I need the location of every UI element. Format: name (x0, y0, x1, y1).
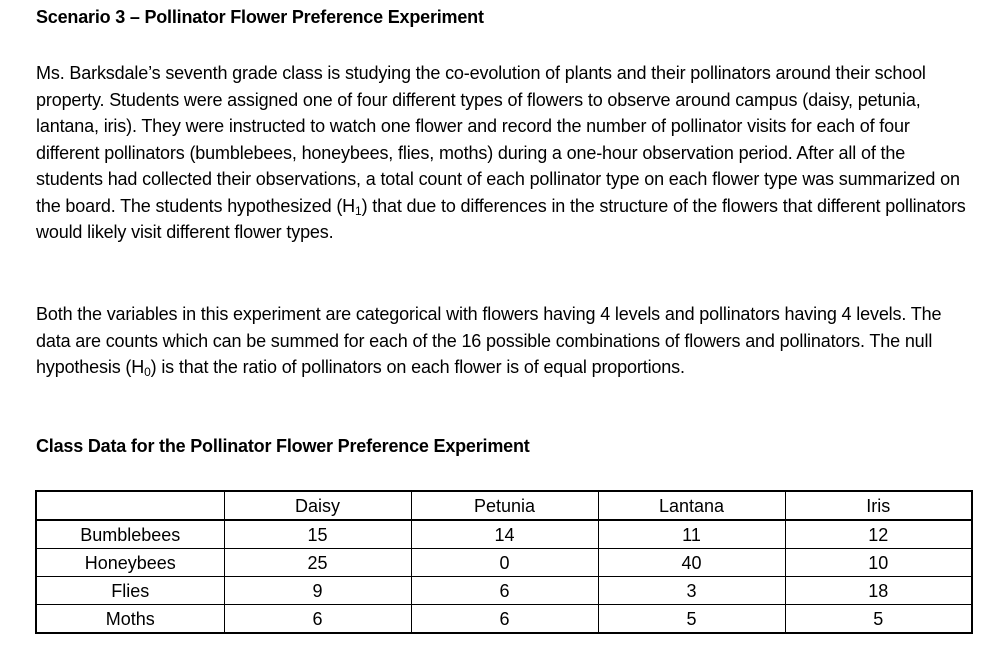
table-cell: 12 (785, 520, 972, 549)
table-cell: 40 (598, 549, 785, 577)
pollinator-data-table (35, 490, 973, 634)
table-cell: 5 (785, 605, 972, 634)
paragraph1-text-a: Ms. Barksdale’s seventh grade class is studying the co-evolution of plants and their pollinators around their school property. Students were assigned one of four different types of flowers to observe around campus (daisy, petunia, lantana, iris). They were instructed to watch one flower and record the number of pollinator visits for each of four different pollinators (bumblebees, honeybees, flies, moths) during a one-hour observation period. After all of the students had collected their observations, a total count of each pollinator type on each flower type was summarized on the board. The students hypothesized (H (36, 63, 960, 216)
table-cell: 15 (224, 520, 411, 549)
header-corner-cell (36, 491, 224, 520)
paragraph-null-hypothesis (36, 301, 971, 381)
table-cell: 6 (411, 577, 598, 605)
table-title: Class Data for the Pollinator Flower Preference Experiment (36, 436, 530, 456)
table-row-flies (36, 577, 972, 605)
table-header-row (36, 491, 972, 520)
header-iris: Iris (785, 491, 972, 520)
table-cell: 6 (224, 605, 411, 634)
table-row-bumblebees (36, 520, 972, 549)
table-cell: 5 (598, 605, 785, 634)
header-lantana: Lantana (598, 491, 785, 520)
header-daisy: Daisy (224, 491, 411, 520)
table-row-moths (36, 605, 972, 634)
paragraph1-text-b: ) that due to differences in the structure of the flowers that different pollinators would likely visit different flower types. (36, 195, 966, 242)
h0-subscript: 0 (144, 365, 151, 379)
table-cell: 0 (411, 549, 598, 577)
row-label: Honeybees (36, 549, 224, 577)
row-label: Bumblebees (36, 520, 224, 549)
paragraph-description (36, 60, 971, 246)
row-label: Moths (36, 605, 224, 634)
header-petunia: Petunia (411, 491, 598, 520)
table-cell: 11 (598, 520, 785, 549)
paragraph2-text-b: ) is that the ratio of pollinators on each flower is of equal proportions. (150, 357, 685, 377)
table-cell: 25 (224, 549, 411, 577)
table-cell: 18 (785, 577, 972, 605)
table-cell: 10 (785, 549, 972, 577)
table-cell: 9 (224, 577, 411, 605)
scenario-heading: Scenario 3 – Pollinator Flower Preference Experiment (36, 7, 484, 27)
h1-subscript: 1 (355, 203, 362, 218)
table-cell: 14 (411, 520, 598, 549)
table-row-honeybees (36, 549, 972, 577)
table-cell: 3 (598, 577, 785, 605)
row-label: Flies (36, 577, 224, 605)
paragraph2-text-a: Both the variables in this experiment are categorical with flowers having 4 levels and pollinators having 4 levels. The data are counts which can be summed for each of the 16 possible combinations of flowers and pollinators. The null hypothesis (H (36, 304, 942, 377)
table-cell: 6 (411, 605, 598, 634)
